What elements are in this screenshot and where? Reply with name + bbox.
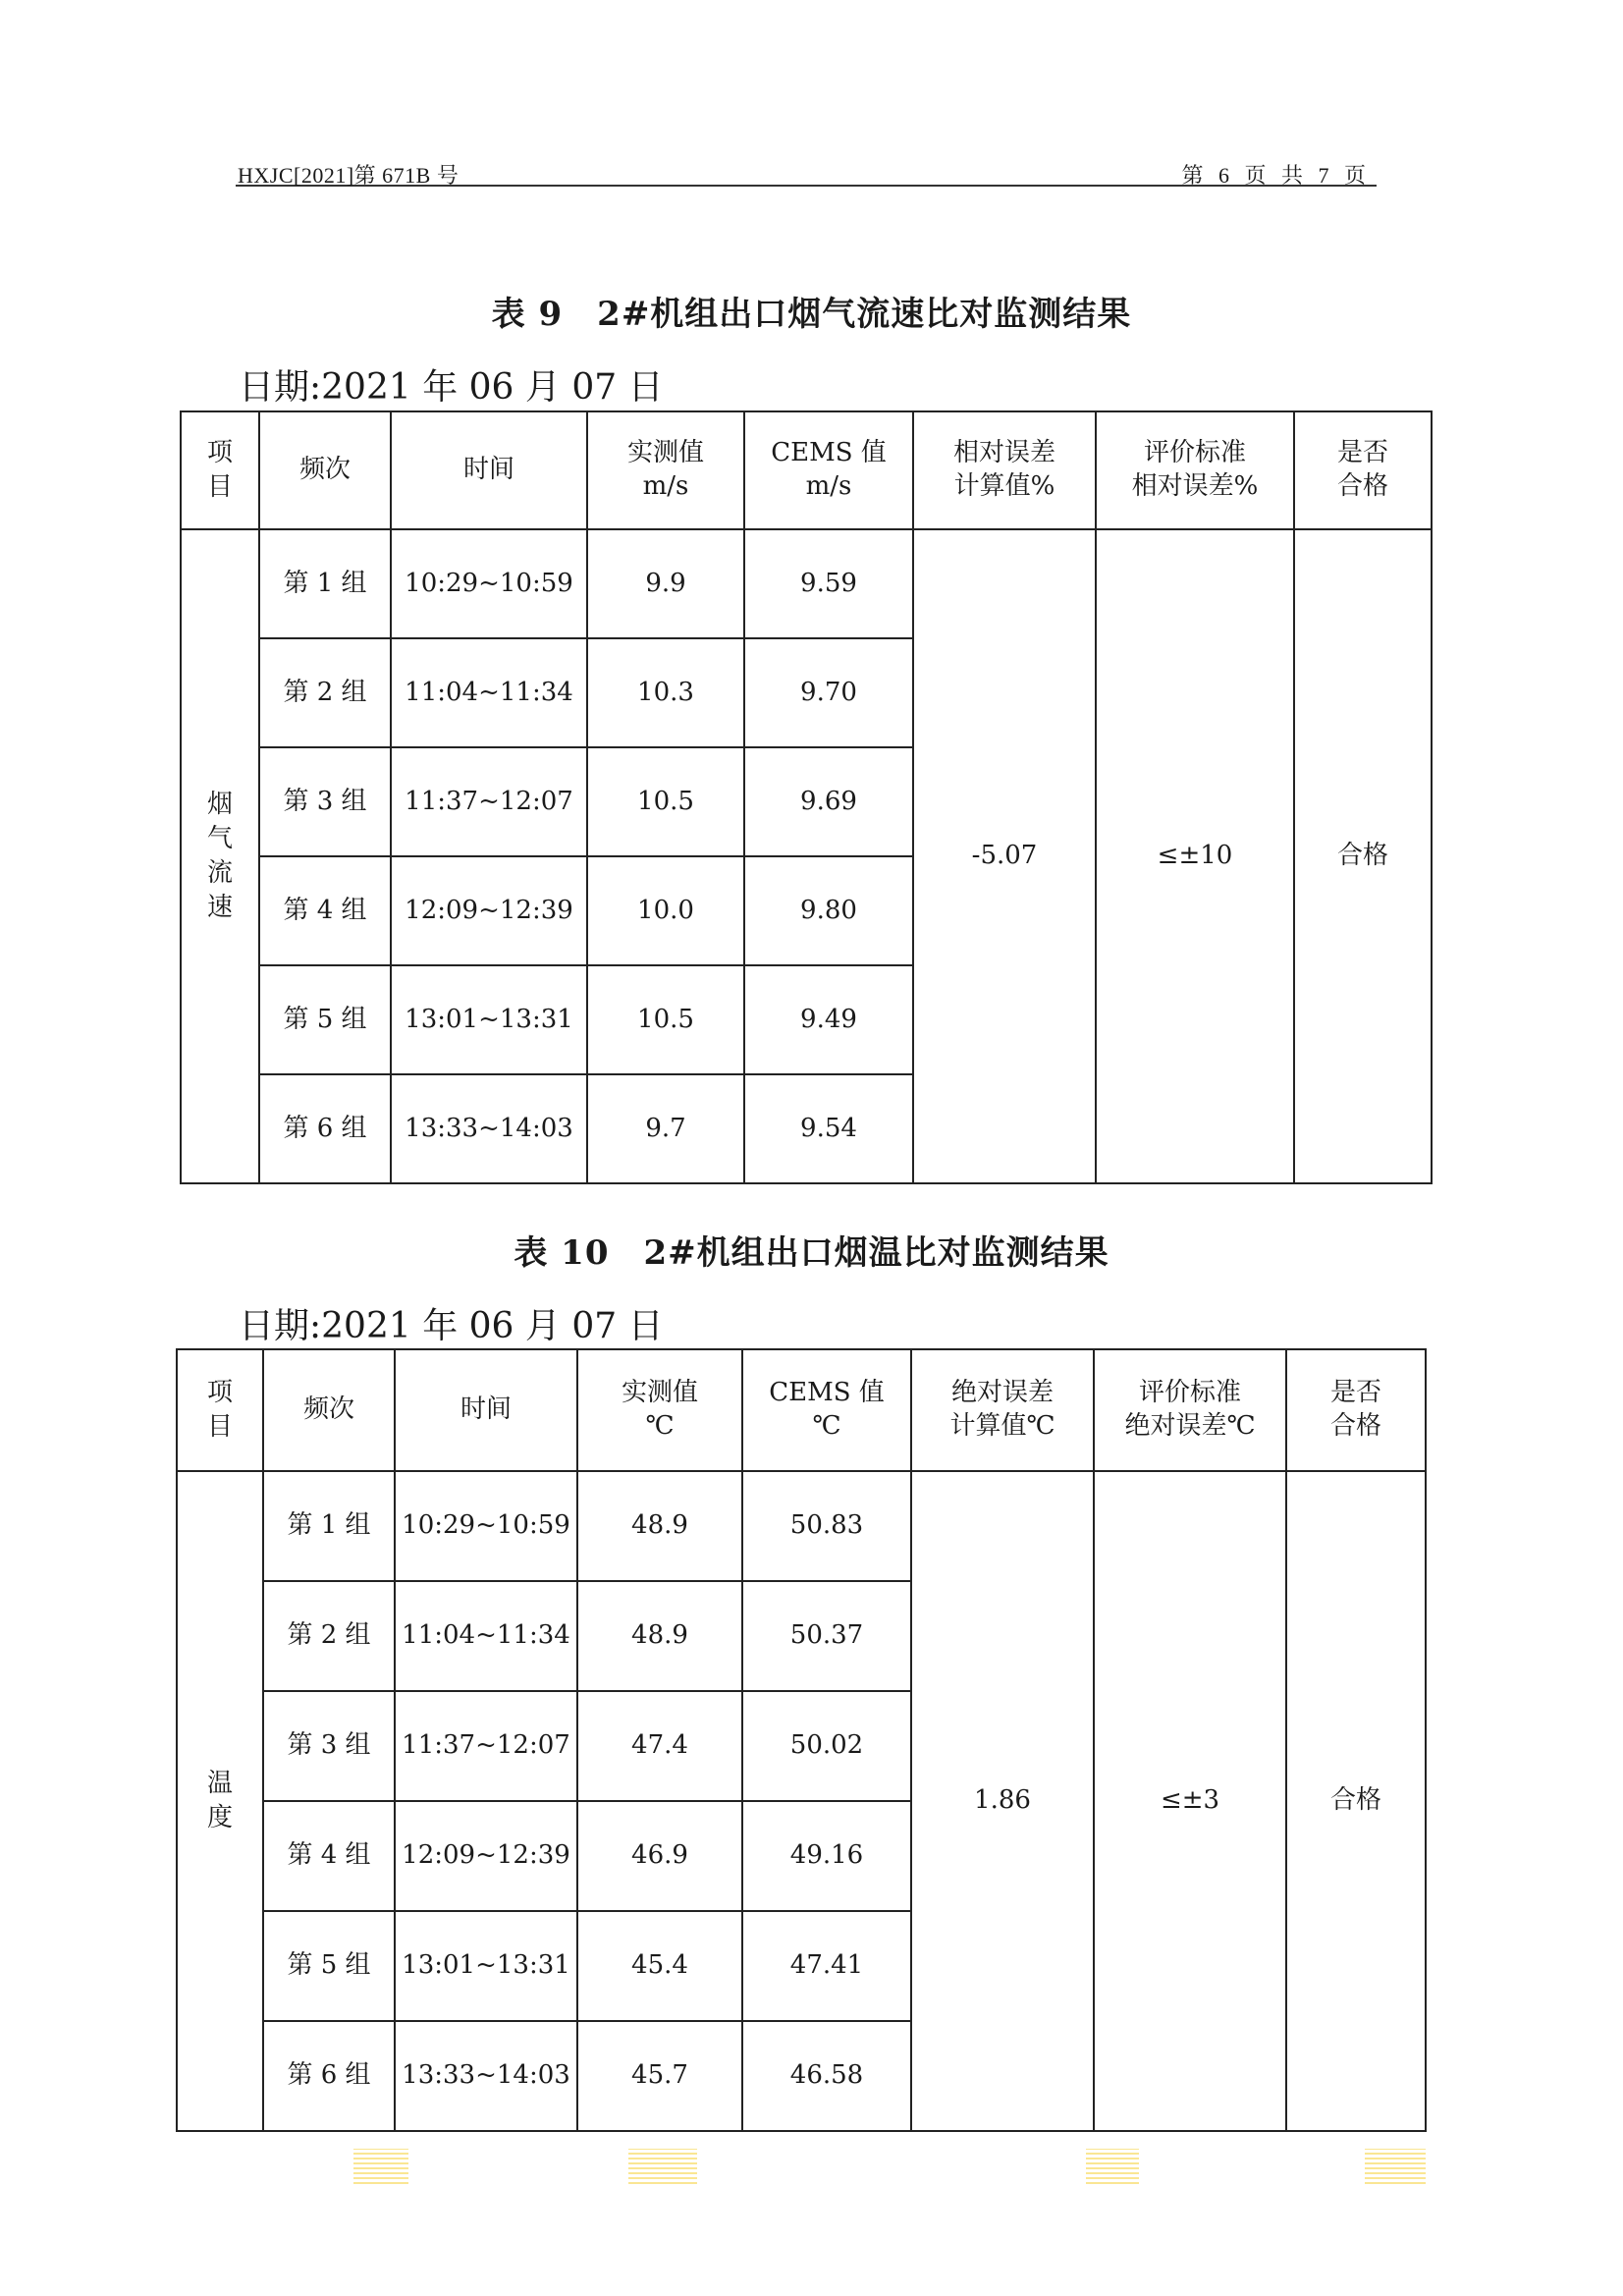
- item-label: 温度: [206, 1768, 233, 1832]
- time-cell: 13:33~14:03: [395, 2021, 577, 2131]
- item-cell: [181, 529, 259, 1183]
- table-header-row: [181, 411, 1432, 529]
- header-item: 项目: [177, 1349, 263, 1471]
- frequency-cell: 第 2 组: [259, 638, 391, 747]
- cems-value-cell: 9.80: [744, 856, 913, 965]
- measured-value-cell: 10.3: [587, 638, 744, 747]
- measured-value-cell: 10.0: [587, 856, 744, 965]
- frequency-cell: 第 1 组: [259, 529, 391, 638]
- cems-value-cell: 47.41: [742, 1911, 911, 2021]
- cems-value-cell: 9.54: [744, 1074, 913, 1183]
- seal-stamp: [1365, 2149, 1426, 2184]
- frequency-cell: 第 1 组: [263, 1471, 395, 1581]
- frequency-cell: 第 6 组: [259, 1074, 391, 1183]
- table-row: [177, 1471, 1426, 1581]
- cems-value-cell: 46.58: [742, 2021, 911, 2131]
- page-header: [236, 155, 1377, 187]
- table-row: [181, 529, 1432, 638]
- cems-value-cell: 50.83: [742, 1471, 911, 1581]
- time-cell: 11:37~12:07: [391, 747, 587, 856]
- time-cell: 13:01~13:31: [391, 965, 587, 1074]
- time-cell: 13:01~13:31: [395, 1911, 577, 2021]
- measured-value-cell: 45.4: [577, 1911, 742, 2021]
- header-item: 项目: [181, 411, 259, 529]
- measured-value-cell: 47.4: [577, 1691, 742, 1801]
- measured-value-cell: 9.7: [587, 1074, 744, 1183]
- cems-value-cell: 9.70: [744, 638, 913, 747]
- measured-value-cell: 48.9: [577, 1581, 742, 1691]
- header-cems: CEMS 值 m/s: [744, 411, 913, 529]
- cems-value-cell: 9.59: [744, 529, 913, 638]
- header-time: 时间: [391, 411, 587, 529]
- time-cell: 11:04~11:34: [391, 638, 587, 747]
- frequency-cell: 第 2 组: [263, 1581, 395, 1691]
- time-cell: 13:33~14:03: [391, 1074, 587, 1183]
- standard-cell: ≤±3: [1094, 1471, 1286, 2131]
- cems-value-cell: 50.02: [742, 1691, 911, 1801]
- measured-value-cell: 45.7: [577, 2021, 742, 2131]
- time-cell: 11:37~12:07: [395, 1691, 577, 1801]
- header-qualified: 是否 合格: [1286, 1349, 1426, 1471]
- measured-value-cell: 48.9: [577, 1471, 742, 1581]
- item-cell: [177, 1471, 263, 2131]
- table-9-date: 日期:2021 年 06 月 07 日: [239, 367, 664, 408]
- table-10-title: 表 10 2#机组出口烟温比对监测结果: [514, 1233, 1109, 1273]
- measured-value-cell: 10.5: [587, 965, 744, 1074]
- result-cell: 合格: [1294, 529, 1432, 1183]
- frequency-cell: 第 3 组: [259, 747, 391, 856]
- cems-value-cell: 9.49: [744, 965, 913, 1074]
- table-9: [180, 410, 1433, 1184]
- cems-value-cell: 9.69: [744, 747, 913, 856]
- time-cell: 10:29~10:59: [395, 1471, 577, 1581]
- seal-stamp: [353, 2149, 408, 2184]
- header-measured: 实测值 m/s: [587, 411, 744, 529]
- header-standard: 评价标准 相对误差%: [1096, 411, 1294, 529]
- cems-value-cell: 50.37: [742, 1581, 911, 1691]
- frequency-cell: 第 4 组: [259, 856, 391, 965]
- measured-value-cell: 10.5: [587, 747, 744, 856]
- header-cems: CEMS 值 ℃: [742, 1349, 911, 1471]
- result-cell: 合格: [1286, 1471, 1426, 2131]
- header-time: 时间: [395, 1349, 577, 1471]
- header-measured: 实测值 ℃: [577, 1349, 742, 1471]
- seal-stamp: [628, 2149, 697, 2184]
- table-9-title: 表 9 2#机组出口烟气流速比对监测结果: [491, 295, 1132, 334]
- table-10-date: 日期:2021 年 06 月 07 日: [239, 1306, 664, 1346]
- frequency-cell: 第 6 组: [263, 2021, 395, 2131]
- header-frequency: 频次: [259, 411, 391, 529]
- frequency-cell: 第 5 组: [263, 1911, 395, 2021]
- document-number: HXJC[2021]第 671B 号: [238, 163, 460, 188]
- header-error: 相对误差 计算值%: [913, 411, 1096, 529]
- time-cell: 11:04~11:34: [395, 1581, 577, 1691]
- error-value-cell: -5.07: [913, 529, 1096, 1183]
- time-cell: 12:09~12:39: [395, 1801, 577, 1911]
- cems-value-cell: 49.16: [742, 1801, 911, 1911]
- time-cell: 12:09~12:39: [391, 856, 587, 965]
- measured-value-cell: 9.9: [587, 529, 744, 638]
- page-number: 第 6 页 共 7 页: [1181, 163, 1371, 188]
- frequency-cell: 第 4 组: [263, 1801, 395, 1911]
- header-frequency: 频次: [263, 1349, 395, 1471]
- table-10: [176, 1348, 1427, 2132]
- seal-stamp: [1086, 2149, 1139, 2184]
- frequency-cell: 第 3 组: [263, 1691, 395, 1801]
- measured-value-cell: 46.9: [577, 1801, 742, 1911]
- item-label: 烟气流速: [206, 789, 233, 923]
- header-standard: 评价标准 绝对误差℃: [1094, 1349, 1286, 1471]
- header-qualified: 是否 合格: [1294, 411, 1432, 529]
- error-value-cell: 1.86: [911, 1471, 1094, 2131]
- frequency-cell: 第 5 组: [259, 965, 391, 1074]
- time-cell: 10:29~10:59: [391, 529, 587, 638]
- header-error: 绝对误差 计算值℃: [911, 1349, 1094, 1471]
- standard-cell: ≤±10: [1096, 529, 1294, 1183]
- table-header-row: [177, 1349, 1426, 1471]
